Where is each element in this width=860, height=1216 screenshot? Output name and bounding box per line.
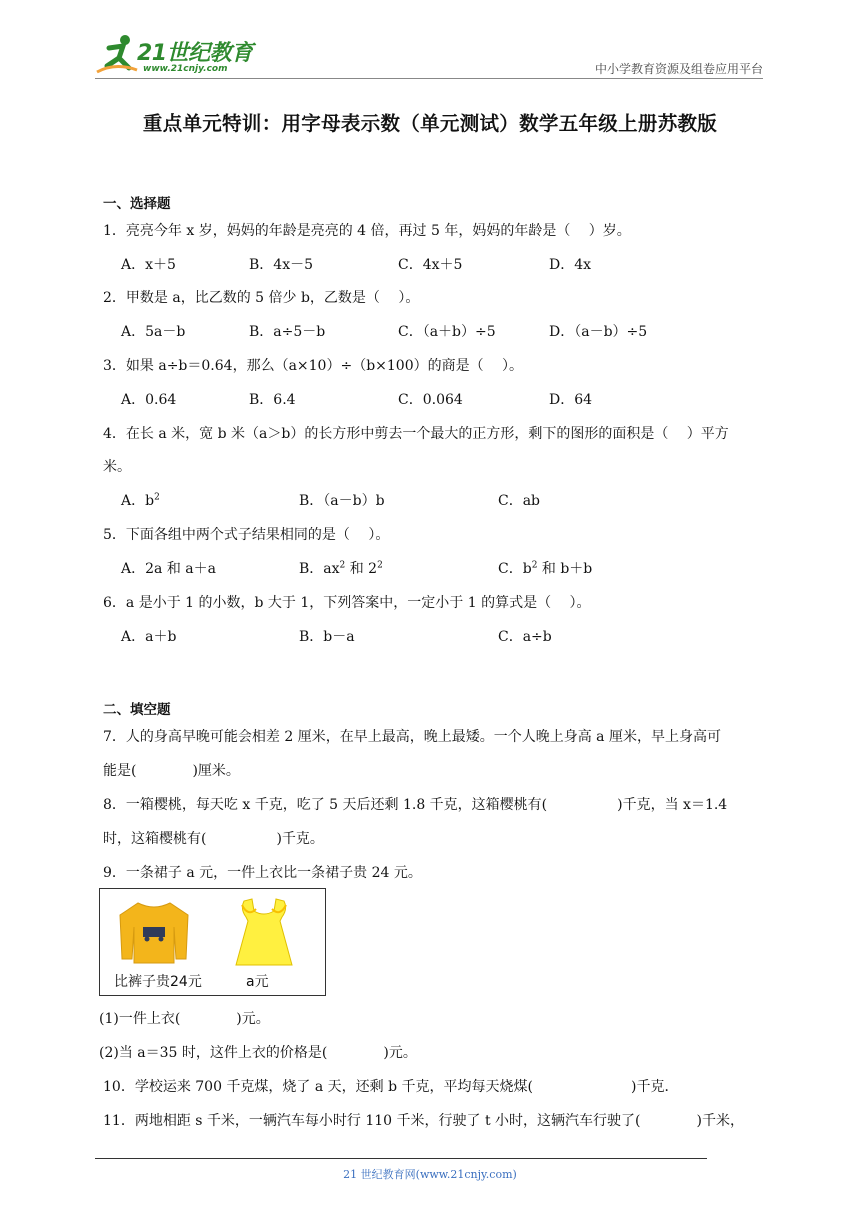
dress-icon	[234, 895, 294, 969]
question-7-line1: 7．人的身高早晚可能会相差 2 厘米，在早上最高，晚上最矮。一个人晚上身高 a 厘米，早上身高可	[103, 729, 721, 745]
q5-option-b: B．$ax^2$ 和 $2^2$	[299, 560, 383, 577]
logo-text: 21世纪教育	[137, 41, 253, 66]
question-4-line2: 米。	[103, 459, 131, 475]
q4-option-b: B．（a－b）b	[299, 493, 385, 509]
question-9-part1: (1)一件上衣( )元。	[99, 1011, 270, 1027]
question-11: 11．两地相距 s 千米，一辆汽车每小时行 110 千米，行驶了 t 小时，这辆汽车行驶了( )千米，	[103, 1113, 744, 1129]
question-9: 9．一条裙子 a 元，一件上衣比一条裙子贵 24 元。	[103, 865, 422, 881]
question-1: 1．亮亮今年 x 岁，妈妈的年龄是亮亮的 4 倍，再过 5 年，妈妈的年龄是（ ）岁。	[103, 223, 631, 239]
section-fill-heading: 二、填空题	[103, 702, 171, 718]
q4-option-c: C．ab	[498, 493, 541, 509]
q3-option-a: A．0.64	[121, 392, 177, 408]
question-3: 3．如果 a÷b＝0.64，那么（a×10）÷（b×100）的商是（ ）。	[103, 358, 524, 374]
question-4-line1: 4．在长 a 米，宽 b 米（a＞b）的长方形中剪去一个最大的正方形，剩下的图形的面积是（ ）平方	[103, 426, 729, 442]
q1-option-c: C．4x＋5	[398, 257, 463, 273]
q6-option-b: B．b－a	[299, 629, 355, 645]
question-7-line2: 能是( )厘米。	[103, 763, 240, 779]
site-logo	[95, 30, 265, 78]
question-6: 6．a 是小于 1 的小数，b 大于 1，下列答案中，一定小于 1 的算式是（ ）。	[103, 595, 591, 611]
question-5: 5．下面各组中两个式子结果相同的是（ ）。	[103, 527, 390, 543]
q3-option-d: D．64	[549, 392, 593, 408]
question-8-line2: 时，这箱樱桃有( )千克。	[103, 831, 324, 847]
q2-option-a: A．5a－b	[121, 324, 186, 340]
question-9-part2: (2)当 a＝35 时，这件上衣的价格是( )元。	[99, 1045, 417, 1061]
platform-label: 中小学教育资源及组卷应用平台	[594, 62, 763, 76]
q6-option-c: C．a÷b	[498, 629, 552, 645]
sweater-icon	[116, 897, 192, 967]
footer-divider	[95, 1158, 707, 1159]
sweater-caption: 比裤子贵24元	[114, 974, 202, 990]
q5-option-c: C．$b^2$ 和 b＋b	[498, 560, 593, 577]
header-divider	[95, 78, 763, 79]
section-choice-heading: 一、选择题	[103, 196, 171, 212]
question-2: 2．甲数是 a，比乙数的 5 倍少 b，乙数是（ ）。	[103, 290, 420, 306]
clothing-figure	[99, 888, 326, 996]
q3-option-b: B．6.4	[249, 392, 296, 408]
q2-option-b: B．a÷5－b	[249, 324, 326, 340]
page-header	[95, 30, 763, 80]
q2-option-c: C．（a＋b）÷5	[398, 324, 496, 340]
question-8-line1: 8．一箱樱桃，每天吃 x 千克，吃了 5 天后还剩 1.8 千克，这箱樱桃有( )千克，当 x＝1.4	[103, 797, 728, 813]
dress-caption: a元	[246, 974, 269, 990]
q4-option-a: A．$b^2$	[121, 492, 160, 509]
logo-url: www.21cnjy.com	[143, 64, 228, 74]
page-footer: 21 世纪教育网(www.21cnjy.com)	[343, 1168, 517, 1181]
q2-option-d: D．（a－b）÷5	[549, 324, 648, 340]
q1-option-d: D．4x	[549, 257, 592, 273]
q6-option-a: A．a＋b	[121, 629, 177, 645]
q3-option-c: C．0.064	[398, 392, 463, 408]
q1-option-a: A．x＋5	[121, 257, 176, 273]
page-title: 重点单元特训：用字母表示数（单元测试）数学五年级上册苏教版	[142, 112, 718, 135]
question-10: 10．学校运来 700 千克煤，烧了 a 天，还剩 b 千克，平均每天烧煤( )千克．	[103, 1079, 679, 1095]
q1-option-b: B．4x－5	[249, 257, 313, 273]
q5-option-a: A．2a 和 a＋a	[121, 561, 216, 577]
runner-icon	[95, 32, 139, 76]
